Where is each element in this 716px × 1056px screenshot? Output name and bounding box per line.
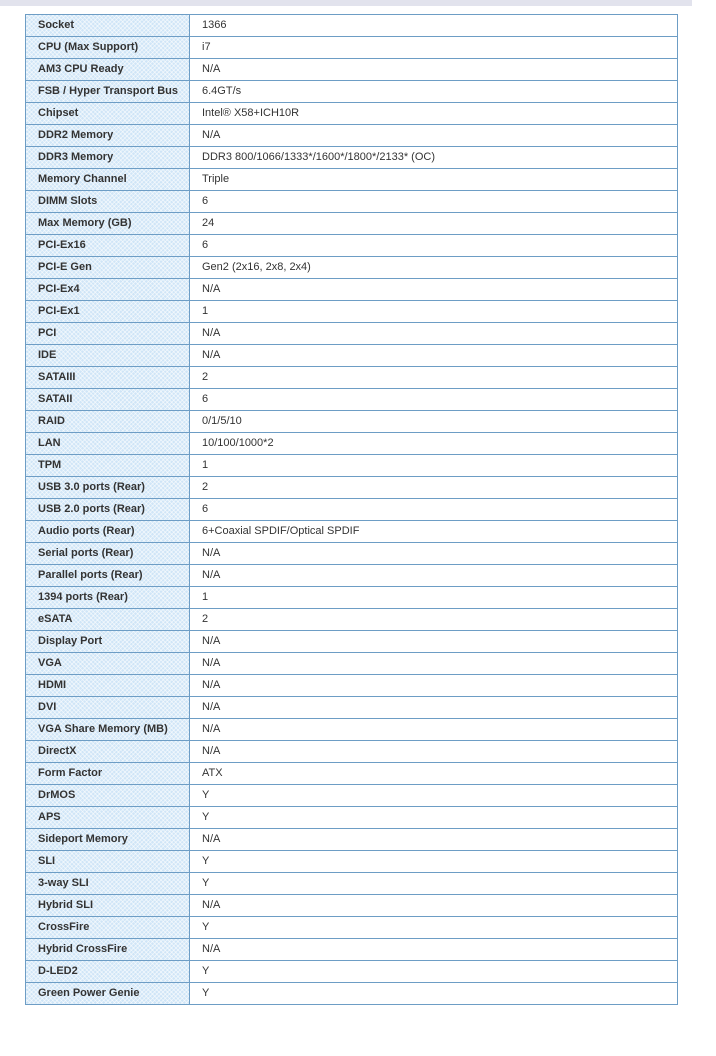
- spec-table-body: [26, 15, 678, 1005]
- spec-value-cell: N/A: [190, 653, 678, 675]
- spec-value-cell: 1: [190, 301, 678, 323]
- spec-row: [26, 851, 678, 873]
- spec-row: [26, 961, 678, 983]
- spec-label-cell: Sideport Memory: [26, 829, 190, 851]
- spec-label-cell: Max Memory (GB): [26, 213, 190, 235]
- spec-label-cell: Socket: [26, 15, 190, 37]
- spec-row: [26, 389, 678, 411]
- spec-row: [26, 59, 678, 81]
- spec-row: [26, 895, 678, 917]
- spec-value-cell: 6.4GT/s: [190, 81, 678, 103]
- spec-label-cell: Form Factor: [26, 763, 190, 785]
- spec-value-cell: Y: [190, 851, 678, 873]
- spec-row: [26, 367, 678, 389]
- spec-row: [26, 301, 678, 323]
- spec-row: [26, 587, 678, 609]
- spec-label-cell: USB 3.0 ports (Rear): [26, 477, 190, 499]
- spec-row: [26, 983, 678, 1005]
- spec-row: [26, 653, 678, 675]
- spec-label-cell: DDR3 Memory: [26, 147, 190, 169]
- spec-value-cell: N/A: [190, 741, 678, 763]
- spec-label-cell: Display Port: [26, 631, 190, 653]
- spec-value-cell: N/A: [190, 719, 678, 741]
- spec-row: [26, 543, 678, 565]
- spec-label-cell: eSATA: [26, 609, 190, 631]
- spec-row: [26, 499, 678, 521]
- spec-label-cell: PCI-Ex4: [26, 279, 190, 301]
- spec-value-cell: Triple: [190, 169, 678, 191]
- spec-value-cell: Y: [190, 873, 678, 895]
- spec-label-cell: Chipset: [26, 103, 190, 125]
- spec-row: [26, 147, 678, 169]
- spec-label-cell: SATAII: [26, 389, 190, 411]
- spec-row: [26, 433, 678, 455]
- spec-label-cell: CrossFire: [26, 917, 190, 939]
- spec-label-cell: RAID: [26, 411, 190, 433]
- spec-row: [26, 15, 678, 37]
- spec-value-cell: 1: [190, 455, 678, 477]
- spec-label-cell: Parallel ports (Rear): [26, 565, 190, 587]
- spec-label-cell: DrMOS: [26, 785, 190, 807]
- top-divider-bar: [0, 0, 692, 6]
- spec-value-cell: N/A: [190, 895, 678, 917]
- spec-row: [26, 257, 678, 279]
- spec-label-cell: LAN: [26, 433, 190, 455]
- spec-label-cell: Hybrid CrossFire: [26, 939, 190, 961]
- spec-value-cell: 6: [190, 235, 678, 257]
- spec-row: [26, 323, 678, 345]
- spec-row: [26, 345, 678, 367]
- spec-value-cell: 2: [190, 477, 678, 499]
- spec-value-cell: Y: [190, 983, 678, 1005]
- spec-label-cell: USB 2.0 ports (Rear): [26, 499, 190, 521]
- spec-row: [26, 103, 678, 125]
- spec-value-cell: DDR3 800/1066/1333*/1600*/1800*/2133* (OC): [190, 147, 678, 169]
- spec-value-cell: N/A: [190, 125, 678, 147]
- spec-label-cell: PCI-E Gen: [26, 257, 190, 279]
- spec-value-cell: 6: [190, 389, 678, 411]
- spec-row: [26, 81, 678, 103]
- spec-label-cell: DirectX: [26, 741, 190, 763]
- spec-label-cell: HDMI: [26, 675, 190, 697]
- spec-value-cell: N/A: [190, 543, 678, 565]
- spec-value-cell: N/A: [190, 279, 678, 301]
- spec-row: [26, 411, 678, 433]
- spec-value-cell: 2: [190, 609, 678, 631]
- spec-value-cell: N/A: [190, 345, 678, 367]
- spec-label-cell: PCI-Ex16: [26, 235, 190, 257]
- spec-label-cell: 3-way SLI: [26, 873, 190, 895]
- spec-row: [26, 609, 678, 631]
- spec-label-cell: Hybrid SLI: [26, 895, 190, 917]
- spec-row: [26, 741, 678, 763]
- spec-label-cell: TPM: [26, 455, 190, 477]
- spec-value-cell: N/A: [190, 939, 678, 961]
- spec-row: [26, 675, 678, 697]
- spec-row: [26, 763, 678, 785]
- spec-value-cell: N/A: [190, 697, 678, 719]
- spec-value-cell: Gen2 (2x16, 2x8, 2x4): [190, 257, 678, 279]
- spec-value-cell: 0/1/5/10: [190, 411, 678, 433]
- spec-value-cell: 10/100/1000*2: [190, 433, 678, 455]
- spec-row: [26, 213, 678, 235]
- spec-value-cell: Y: [190, 917, 678, 939]
- spec-row: [26, 169, 678, 191]
- spec-value-cell: 6: [190, 191, 678, 213]
- spec-row: [26, 631, 678, 653]
- spec-label-cell: DIMM Slots: [26, 191, 190, 213]
- spec-table-container: [25, 14, 678, 1005]
- spec-row: [26, 37, 678, 59]
- spec-row: [26, 191, 678, 213]
- spec-row: [26, 279, 678, 301]
- spec-row: [26, 807, 678, 829]
- spec-label-cell: VGA: [26, 653, 190, 675]
- spec-label-cell: AM3 CPU Ready: [26, 59, 190, 81]
- spec-value-cell: N/A: [190, 323, 678, 345]
- spec-label-cell: PCI-Ex1: [26, 301, 190, 323]
- spec-value-cell: N/A: [190, 675, 678, 697]
- spec-row: [26, 719, 678, 741]
- spec-row: [26, 785, 678, 807]
- spec-row: [26, 521, 678, 543]
- spec-row: [26, 829, 678, 851]
- spec-row: [26, 939, 678, 961]
- spec-label-cell: FSB / Hyper Transport Bus: [26, 81, 190, 103]
- spec-value-cell: ATX: [190, 763, 678, 785]
- spec-row: [26, 455, 678, 477]
- spec-row: [26, 477, 678, 499]
- spec-label-cell: PCI: [26, 323, 190, 345]
- spec-row: [26, 235, 678, 257]
- spec-value-cell: N/A: [190, 59, 678, 81]
- spec-row: [26, 697, 678, 719]
- spec-value-cell: 6+Coaxial SPDIF/Optical SPDIF: [190, 521, 678, 543]
- spec-value-cell: N/A: [190, 829, 678, 851]
- spec-label-cell: CPU (Max Support): [26, 37, 190, 59]
- spec-row: [26, 873, 678, 895]
- spec-label-cell: Serial ports (Rear): [26, 543, 190, 565]
- spec-label-cell: DVI: [26, 697, 190, 719]
- spec-value-cell: N/A: [190, 631, 678, 653]
- spec-row: [26, 125, 678, 147]
- spec-label-cell: IDE: [26, 345, 190, 367]
- spec-label-cell: APS: [26, 807, 190, 829]
- spec-value-cell: 1366: [190, 15, 678, 37]
- spec-label-cell: VGA Share Memory (MB): [26, 719, 190, 741]
- spec-value-cell: Y: [190, 807, 678, 829]
- spec-row: [26, 917, 678, 939]
- spec-value-cell: 6: [190, 499, 678, 521]
- spec-label-cell: D-LED2: [26, 961, 190, 983]
- spec-label-cell: SLI: [26, 851, 190, 873]
- spec-value-cell: Intel® X58+ICH10R: [190, 103, 678, 125]
- spec-label-cell: 1394 ports (Rear): [26, 587, 190, 609]
- spec-label-cell: DDR2 Memory: [26, 125, 190, 147]
- spec-value-cell: 1: [190, 587, 678, 609]
- spec-value-cell: 24: [190, 213, 678, 235]
- spec-label-cell: Green Power Genie: [26, 983, 190, 1005]
- spec-value-cell: i7: [190, 37, 678, 59]
- spec-value-cell: Y: [190, 961, 678, 983]
- spec-row: [26, 565, 678, 587]
- spec-table: [25, 14, 678, 1005]
- spec-label-cell: Memory Channel: [26, 169, 190, 191]
- spec-value-cell: N/A: [190, 565, 678, 587]
- spec-label-cell: SATAIII: [26, 367, 190, 389]
- spec-value-cell: 2: [190, 367, 678, 389]
- spec-value-cell: Y: [190, 785, 678, 807]
- spec-label-cell: Audio ports (Rear): [26, 521, 190, 543]
